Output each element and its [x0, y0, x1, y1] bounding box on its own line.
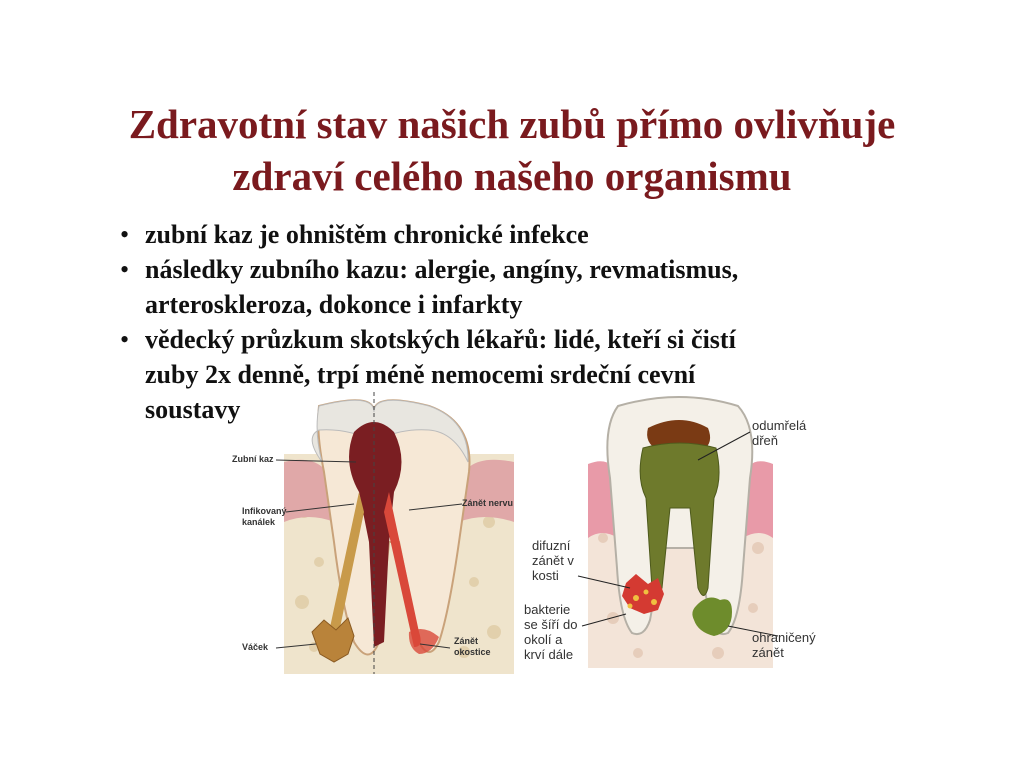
- title-line-2: zdraví celého našeho organismu: [232, 153, 792, 199]
- label-dead-pulp: odumřelá dřeň: [752, 418, 807, 448]
- bullet-line: zuby 2x denně, trpí méně nemocemi srdeční cevní: [145, 360, 696, 389]
- label-periosteum-inflammation: Zánět okostice: [454, 636, 491, 657]
- bullet-line: • zubní kaz je ohništěm chronické infekce: [145, 220, 589, 249]
- label-abscess-sac: Váček: [242, 642, 269, 652]
- bullet-line: • následky zubního kazu: alergie, angíny, revmatismus,: [145, 255, 739, 284]
- bullet-line: soustavy: [145, 395, 241, 424]
- bullet-line: arteroskleroza, dokonce i infarkty: [145, 290, 523, 319]
- label-diffuse-inflammation: difuzní zánět v kosti: [532, 538, 574, 583]
- label-infected-canal: Infikovaný kanálek: [242, 506, 287, 527]
- infected-tooth-illustration: [224, 392, 514, 674]
- dead-pulp-tooth-illustration: [518, 388, 828, 674]
- label-caries: Zubní kaz: [232, 454, 274, 464]
- title-line-1: Zdravotní stav našich zubů přímo ovlivňuje: [128, 101, 896, 147]
- slide-title: [60, 98, 964, 202]
- label-nerve-inflammation: Zánět nervu: [462, 498, 514, 508]
- bullet-item: [118, 252, 918, 322]
- label-bacteria-spread: bakterie se šíří do okolí a krví dále: [524, 602, 578, 662]
- bullet-item: [118, 217, 918, 252]
- bullet-line: • vědecký průzkum skotských lékařů: lidé, kteří si čistí: [145, 325, 736, 354]
- infected-tooth-drawing: [224, 392, 514, 674]
- label-limited-inflammation: ohraničený zánět: [752, 630, 816, 660]
